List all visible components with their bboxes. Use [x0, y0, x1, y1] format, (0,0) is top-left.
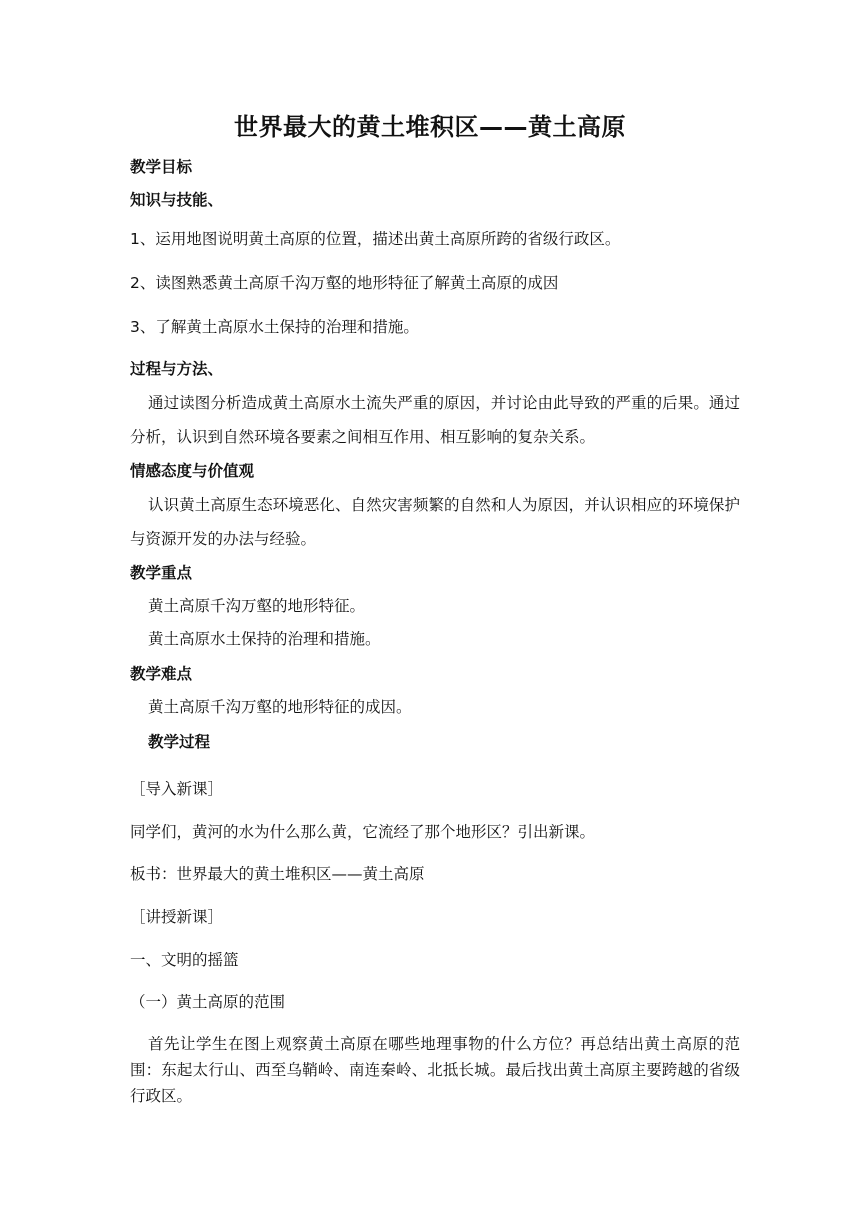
intro-label: ［导入新课］	[130, 780, 224, 798]
key-point-1: 黄土高原千沟万壑的地形特征。	[148, 597, 366, 615]
subsection-one-heading: （一）黄土高原的范围	[130, 993, 286, 1011]
difficulty-heading: 教学难点	[130, 665, 193, 683]
knowledge-item-3: 3、了解黄土高原水土保持的治理和措施。	[130, 318, 419, 336]
objectives-heading: 教学目标	[130, 158, 193, 176]
board-text: 板书：世界最大的黄土堆积区——黄土高原	[130, 865, 425, 883]
knowledge-item-1: 1、运用地图说明黄土高原的位置，描述出黄土高原所跨的省级行政区。	[130, 230, 621, 248]
process-paragraph: 通过读图分析造成黄土高原水土流失严重的原因，并讨论由此导致的严重的后果。通过分析，认识到自然环境各要素之间相互作用、相互影响的复杂关系。	[130, 394, 740, 446]
procedure-heading: 教学过程	[148, 733, 211, 751]
document-title: 世界最大的黄土堆积区——黄土高原	[234, 113, 626, 141]
key-point-2: 黄土高原水土保持的治理和措施。	[148, 630, 381, 648]
process-heading: 过程与方法、	[130, 360, 224, 378]
intro-text: 同学们，黄河的水为什么那么黄，它流经了那个地形区？引出新课。	[130, 823, 596, 841]
final-paragraph: 首先让学生在图上观察黄土高原在哪些地理事物的什么方位？再总结出黄土高原的范围：东起太行山、西至乌鞘岭、南连秦岭、北抵长城。最后找出黄土高原主要跨越的省级行政区。	[130, 1035, 740, 1105]
key-points-heading: 教学重点	[130, 564, 193, 582]
knowledge-item-2: 2、读图熟悉黄土高原千沟万壑的地形特征了解黄土高原的成因	[130, 274, 559, 292]
difficulty-item: 黄土高原千沟万壑的地形特征的成因。	[148, 698, 412, 716]
section-one-heading: 一、文明的摇篮	[130, 951, 239, 969]
emotion-heading: 情感态度与价值观	[130, 462, 255, 480]
knowledge-heading: 知识与技能、	[130, 191, 224, 209]
lecture-label: ［讲授新课］	[130, 908, 224, 926]
emotion-paragraph: 认识黄土高原生态环境恶化、自然灾害频繁的自然和人为原因，并认识相应的环境保护与资源开发的办法与经验。	[130, 496, 740, 548]
